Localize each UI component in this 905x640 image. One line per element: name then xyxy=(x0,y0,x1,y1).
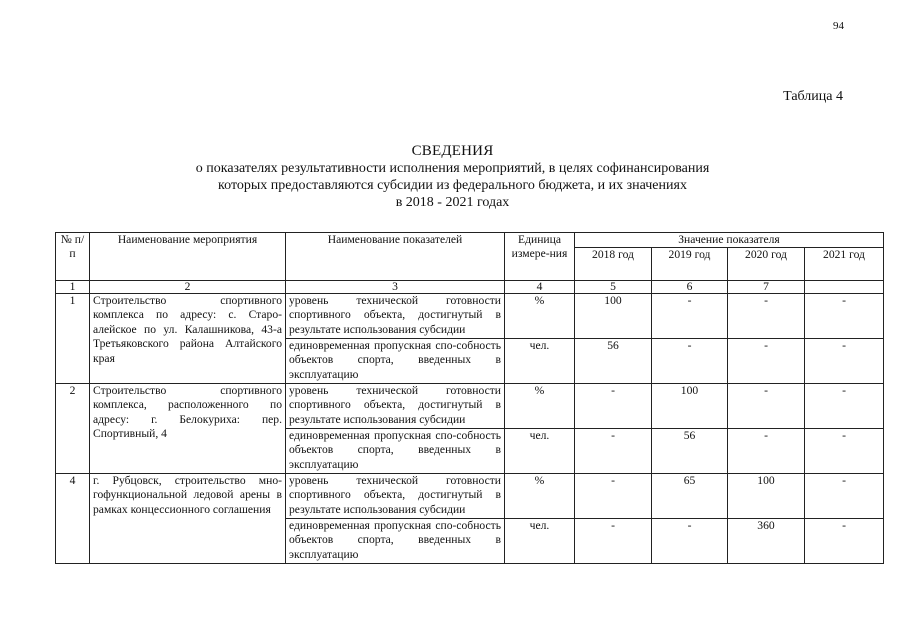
value-2020: 100 xyxy=(728,473,805,518)
unit: чел. xyxy=(505,428,575,473)
value-2020: - xyxy=(728,383,805,428)
table-row xyxy=(56,473,884,518)
value-2018: - xyxy=(575,428,652,473)
indicator-name: уровень технической готовности спортивного объекта, достигнутый в результате использования субсидии xyxy=(286,293,505,338)
page-number: 94 xyxy=(833,20,844,32)
value-2019: 100 xyxy=(652,383,728,428)
value-2020: - xyxy=(728,428,805,473)
header-value-group: Значение показателя xyxy=(575,233,884,248)
indicator-name: единовременная пропускная спо-собность объектов спорта, введенных в эксплуатацию xyxy=(286,428,505,473)
header-indicator: Наименование показателей xyxy=(286,233,505,281)
value-2019: - xyxy=(652,338,728,383)
column-number: 6 xyxy=(652,280,728,293)
indicator-name: единовременная пропускная спо-собность объектов спорта, введенных в эксплуатацию xyxy=(286,518,505,563)
table-caption: Таблица 4 xyxy=(783,89,843,104)
value-2021: - xyxy=(805,293,884,338)
value-2018: - xyxy=(575,518,652,563)
unit: % xyxy=(505,293,575,338)
event-name: Строительство спортивного комплекса по адресу: с. Старо-алейское по ул. Калашникова, 43-а Третьяковского района Алтайского края xyxy=(90,293,286,383)
column-number: 5 xyxy=(575,280,652,293)
value-2019: - xyxy=(652,293,728,338)
header-year-2018: 2018 год xyxy=(575,247,652,280)
value-2018: 56 xyxy=(575,338,652,383)
header-year-2020: 2020 год xyxy=(728,247,805,280)
column-number: 7 xyxy=(728,280,805,293)
value-2018: 100 xyxy=(575,293,652,338)
event-name: г. Рубцовск, строительство мно-гофункциональной ледовой арены в рамках концессионного соглашения xyxy=(90,473,286,563)
value-2019: 56 xyxy=(652,428,728,473)
row-num: 4 xyxy=(56,473,90,563)
indicator-name: единовременная пропускная спо-собность объектов спорта, введенных в эксплуатацию xyxy=(286,338,505,383)
header-unit: Единица измере-ния xyxy=(505,233,575,281)
column-number: 1 xyxy=(56,280,90,293)
column-number xyxy=(805,280,884,293)
title-heading: СВЕДЕНИЯ xyxy=(411,143,494,159)
value-2019: 65 xyxy=(652,473,728,518)
header-year-2021: 2021 год xyxy=(805,247,884,280)
value-2021: - xyxy=(805,383,884,428)
unit: % xyxy=(505,383,575,428)
document-title xyxy=(0,143,905,211)
unit: чел. xyxy=(505,518,575,563)
value-2021: - xyxy=(805,473,884,518)
title-line-3: в 2018 - 2021 годах xyxy=(395,195,510,210)
column-number: 4 xyxy=(505,280,575,293)
unit: % xyxy=(505,473,575,518)
title-line-2: которых предоставляются субсидии из федерального бюджета, и их значениях xyxy=(218,178,687,193)
indicator-name: уровень технической готовности спортивного объекта, достигнутый в результате использования субсидии xyxy=(286,473,505,518)
header-num: № п/п xyxy=(56,233,90,281)
column-numbers-row xyxy=(56,280,884,293)
value-2020: - xyxy=(728,338,805,383)
value-2021: - xyxy=(805,338,884,383)
value-2020: 360 xyxy=(728,518,805,563)
table-row xyxy=(56,293,884,338)
unit: чел. xyxy=(505,338,575,383)
indicator-name: уровень технической готовности спортивного объекта, достигнутый в результате использования субсидии xyxy=(286,383,505,428)
value-2018: - xyxy=(575,383,652,428)
header-event: Наименование мероприятия xyxy=(90,233,286,281)
event-name: Строительство спортивного комплекса, расположенного по адресу: г. Белокуриха: пер. Спортивный, 4 xyxy=(90,383,286,473)
header-year-2019: 2019 год xyxy=(652,247,728,280)
table-row xyxy=(56,383,884,428)
title-line-1: о показателях результативности исполнения мероприятий, в целях софинансирования xyxy=(195,161,710,176)
value-2021: - xyxy=(805,518,884,563)
row-num: 2 xyxy=(56,383,90,473)
value-2020: - xyxy=(728,293,805,338)
value-2021: - xyxy=(805,428,884,473)
indicators-table xyxy=(55,232,884,564)
column-number: 3 xyxy=(286,280,505,293)
column-number: 2 xyxy=(90,280,286,293)
row-num: 1 xyxy=(56,293,90,383)
value-2019: - xyxy=(652,518,728,563)
value-2018: - xyxy=(575,473,652,518)
